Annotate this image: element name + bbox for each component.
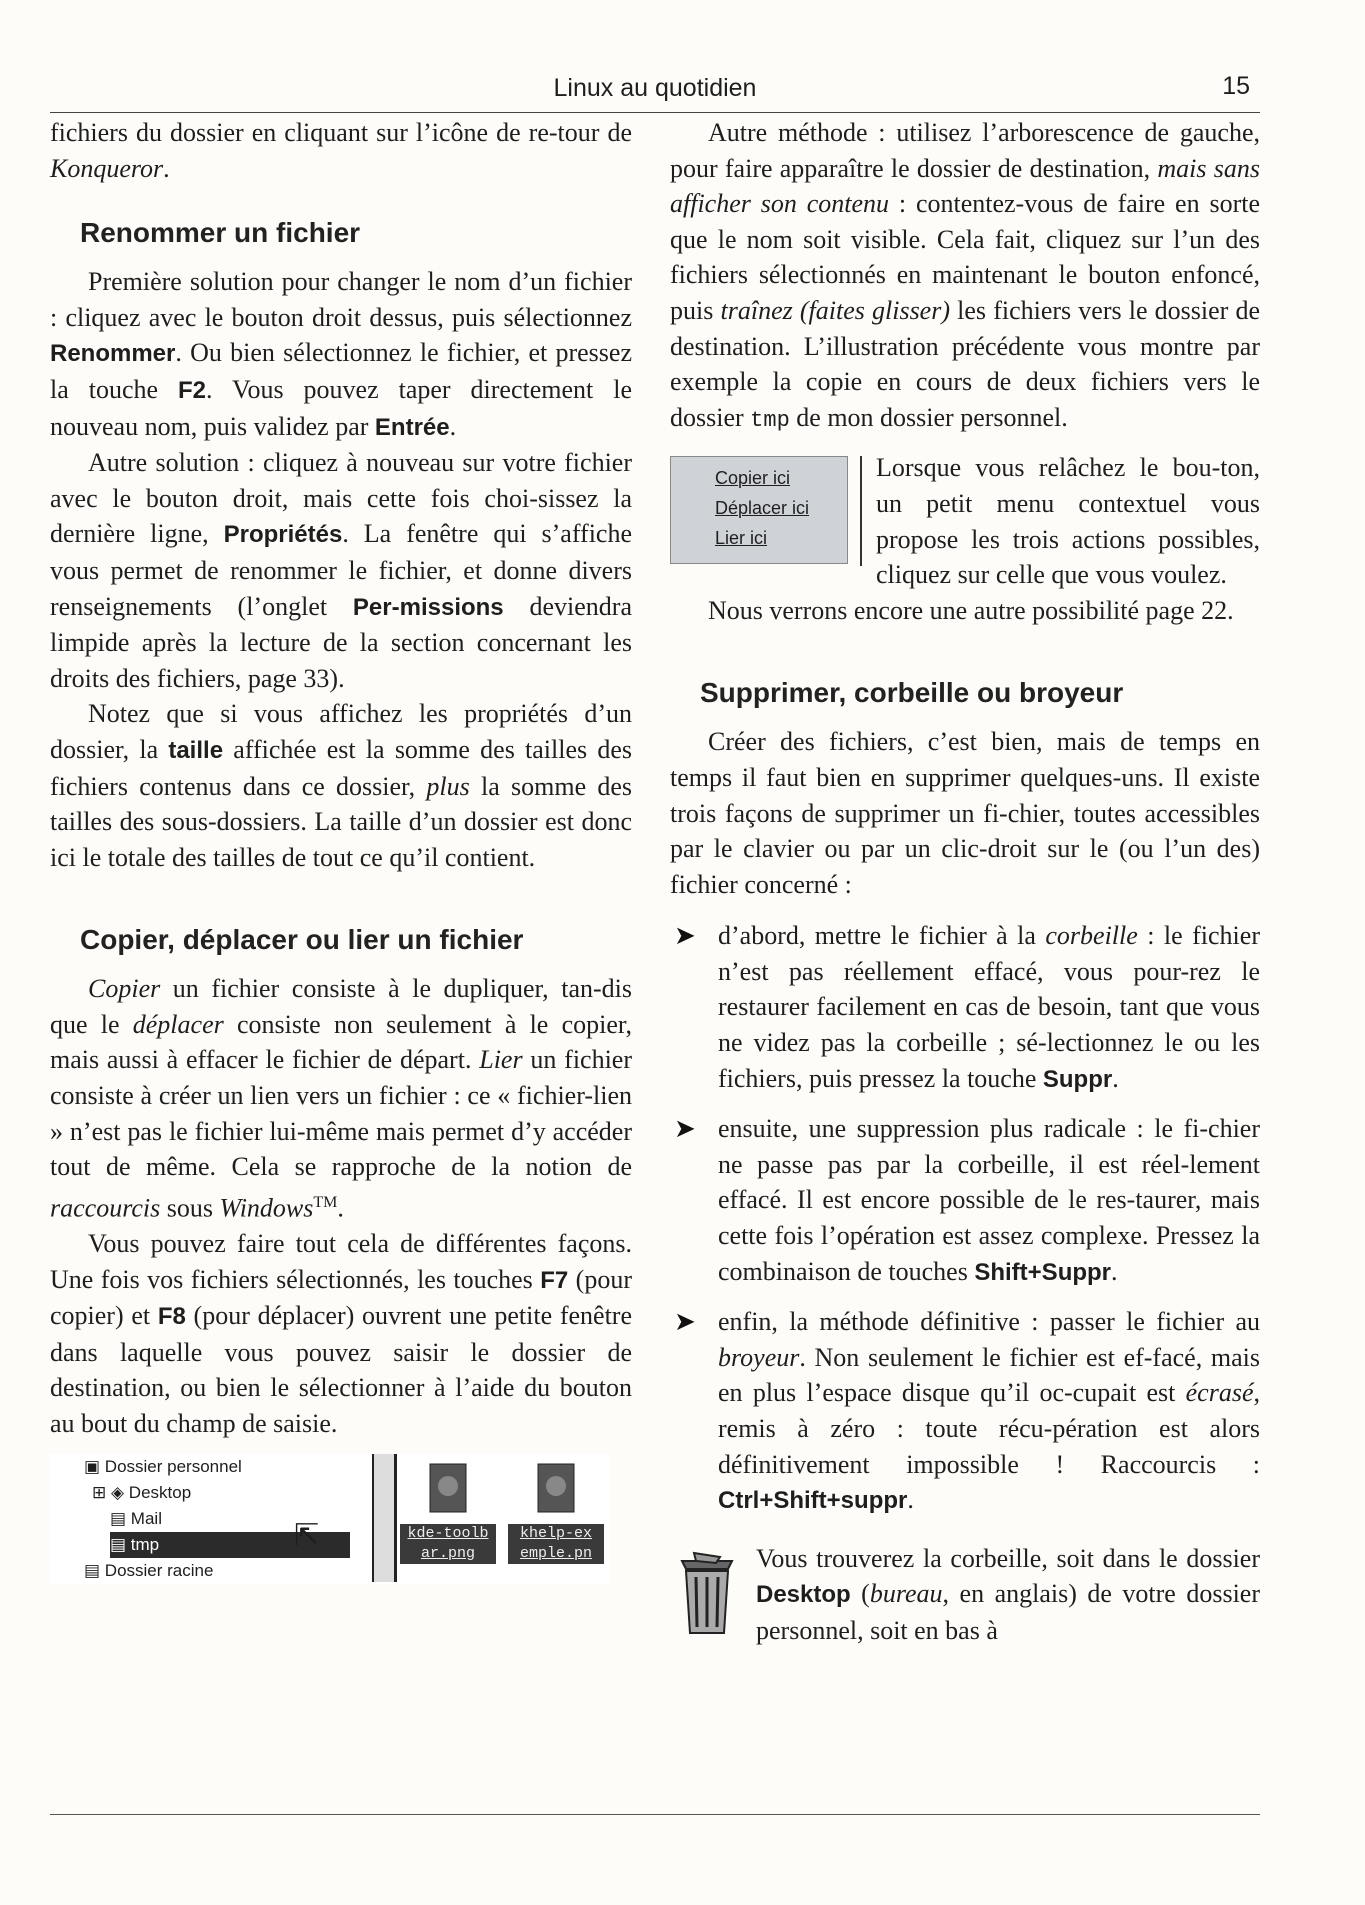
delete-methods-list (670, 918, 1260, 1519)
list-item-radical-delete: ➤ ensuite, une suppression plus radicale : le fi-chier ne passe pas par la corbeille, il est réel-lement effacé. Il est encore possible de le res-taurer, mais cette fois l’opération est assez complexe. Pressez la combinaison de touches Shift+Suppr. (670, 1111, 1260, 1290)
heading-rename: Renommer un fichier (80, 217, 361, 249)
bullet-arrow-icon: ➤ (674, 1114, 696, 1144)
image-file-icon (426, 1460, 470, 1516)
footer-rule (50, 1814, 1260, 1815)
paragraph-rename-3: Notez que si vous affichez les propriétés d’un dossier, la taille affichée est la somme des tailles des fichiers contenus dans ce dossier, plus la somme des tailles des sous-dossiers. La taille d’un dossier est donc ici le totale des tailles de tout ce qu’il contient. (50, 699, 633, 872)
paragraph-copy-2: Vous pouvez faire tout cela de différentes façons. Une fois vos fichiers sélectionnés, les touches F7 (pour copier) et F8 (pour déplacer) ouvrent une petite fenêtre dans laquelle vous pouvez saisir le dossier de destination, ou bien le sélectionner à l’aide du bouton au bout du champ de saisie. (50, 1229, 632, 1439)
running-head (50, 70, 1260, 113)
paragraph-delete-intro: Créer des fichiers, c’est bien, mais de temps en temps il faut bien en supprimer quelques-uns. Il existe trois façons de supprimer un fi-chier, toutes accessibles par le clavier ou par un clic-droit sur le (ou l’un des) fichier concerné : (670, 727, 1260, 899)
tree-item-desktop: ⊞ ◈ Desktop (92, 1482, 192, 1502)
tree-item-tmp: ▤ tmp (110, 1532, 350, 1558)
right-column (670, 115, 1260, 1649)
paragraph-trash-location: Vous trouverez la corbeille, soit dans le dossier Desktop (bureau, en anglais) de votre dossier personnel, soit en bas à (756, 1543, 1260, 1645)
file-khelp-example: khelp-ex emple.pn (508, 1454, 604, 1582)
list-item-trash: ➤ d’abord, mettre le fichier à la corbeille : le fichier n’est pas réellement effacé, vous pour-rez le restaurer facilement en cas de besoin, tant que vous ne videz pas la corbeille ; sé-lectionnez le ou les fichiers, puis pressez la touche Suppr. (670, 918, 1260, 1097)
bullet-arrow-icon: ➤ (674, 1307, 696, 1337)
context-menu-figure (670, 450, 1260, 592)
trash-figure (670, 1541, 1260, 1649)
list-item-shredder: ➤ enfin, la méthode définitive : passer le fichier au broyeur. Non seulement le fichier est ef-facé, mais en plus l’espace disque qu’il oc-cupait est écrasé, remis à zéro : toute récu-pération est alors définitivement impossible ! Raccourcis : Ctrl+Shift+suppr. (670, 1304, 1260, 1519)
paragraph-rename-2: Autre solution : cliquez à nouveau sur votre fichier avec le bouton droit, mais cette fois choi-sissez la dernière ligne, Propriétés. La fenêtre qui s’affiche vous permet de renommer le fichier, et donne divers renseignements (l’onglet Per-missions deviendra limpide après la lecture de la section concernant les droits des fichiers, page 33). (50, 448, 632, 693)
figure-divider (860, 456, 862, 566)
heading-copy: Copier, déplacer ou lier un fichier (80, 924, 524, 956)
tree-scrollbar (372, 1454, 397, 1582)
trash-can-icon (676, 1547, 738, 1637)
paragraph-see-page: Nous verrons encore une autre possibilité page 22. (708, 595, 1234, 625)
folder-icon: ▤ (110, 1508, 127, 1528)
image-file-icon (534, 1460, 578, 1516)
paragraph-copy-1: Copier un fichier consiste à le dupliquer, tan-dis que le déplacer consiste non seulement à le copier, mais aussi à effacer le fichier de départ. Lier un fichier consiste à créer un lien vers un fichier : ce « fichier-lien » n’est pas le fichier lui-même mais permet d’y accéder tout de même. Cela se rapproche de la notion de raccourcis sous Windows™. (50, 974, 632, 1223)
menu-item-copy-here[interactable]: Copier ici (715, 468, 791, 489)
menu-item-move-here[interactable]: Déplacer ici (715, 498, 810, 519)
paragraph-drag-method: Autre méthode : utilisez l’arborescence de gauche, pour faire apparaître le dossier de destination, mais sans afficher son contenu : contentez-vous de faire en sorte que le nom soit visible. Cela fait, cliquez sur l’un des fichiers sélectionnés en maintenant le bouton enfoncé, puis traînez (faites glisser) les fichiers vers le dossier de destination. L’illustration précédente vous montre par exemple la copie en cours de deux fichiers vers le dossier tmp de mon dossier personnel. (670, 118, 1261, 433)
home-folder-icon: ▣ (84, 1456, 101, 1476)
expand-plus-icon: ⊞ (92, 1482, 107, 1502)
menu-item-link-here[interactable]: Lier ici (715, 528, 768, 549)
file-manager-screenshot (50, 1454, 610, 1584)
left-column (50, 115, 632, 1584)
running-title: Linux au quotidien (553, 74, 757, 102)
file-kde-toolbar: kde-toolb ar.png (400, 1454, 496, 1582)
paragraph-context-menu: Lorsque vous relâchez le bou-ton, un petit menu contextuel vous propose les trois actions possibles, cliquez sur celle que vous voulez. (876, 453, 1260, 590)
paragraph-intro: fichiers du dossier en cliquant sur l’icône de re-tour de Konqueror. (50, 118, 632, 183)
context-menu (670, 456, 848, 564)
folder-icon: ▤ (84, 1560, 101, 1580)
paragraph-rename-1: Première solution pour changer le nom d’un fichier : cliquez avec le bouton droit dessus, puis sélectionnez Renommer. Ou bien sélectionnez le fichier, et pressez la touche F2. Vous pouvez taper directement le nouveau nom, puis validez par Entrée. (50, 267, 632, 441)
tree-item-dossier-personnel: ▣ Dossier personnel (84, 1456, 242, 1476)
desktop-folder-icon: ◈ (110, 1482, 125, 1502)
tree-item-dossier-racine: ▤ Dossier racine (84, 1560, 214, 1580)
folder-icon: ▤ (110, 1534, 127, 1554)
drag-cursor-icon: ⇱ (294, 1518, 320, 1552)
tree-item-mail: ▤ Mail (110, 1508, 162, 1528)
folder-tree (84, 1454, 374, 1582)
page-number: 15 (1222, 72, 1250, 100)
heading-delete: Supprimer, corbeille ou broyeur (700, 677, 1124, 709)
bullet-arrow-icon: ➤ (674, 921, 696, 951)
